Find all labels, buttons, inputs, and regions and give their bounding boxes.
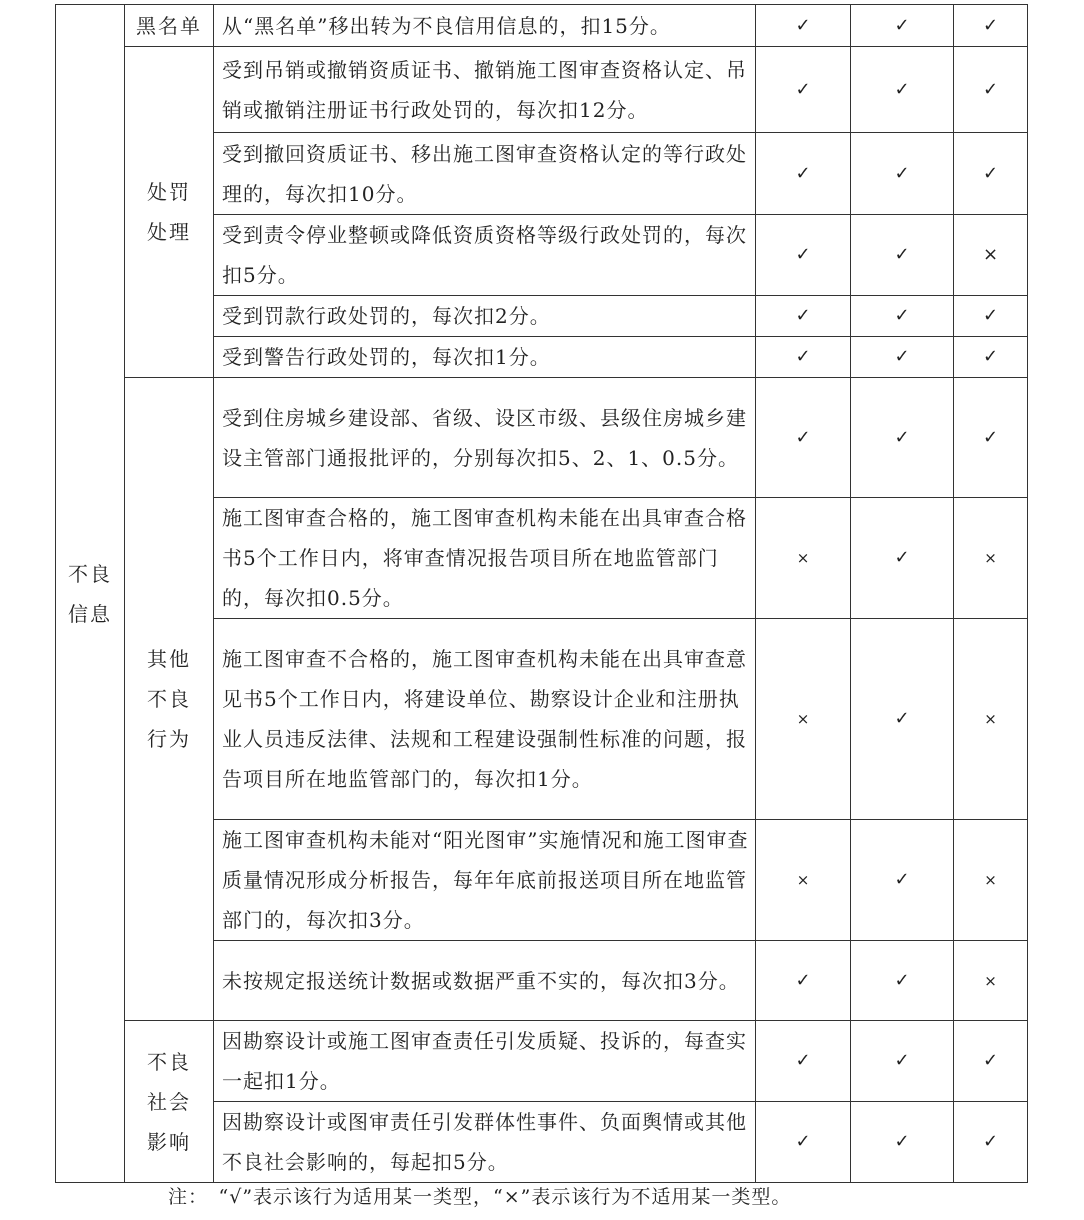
type3-mark: ✓ bbox=[954, 337, 1028, 378]
type1-mark: ✓ bbox=[756, 133, 851, 215]
row-description: 受到吊销或撤销资质证书、撤销施工图审查资格认定、吊销或撤销注册证书行政处罚的，每次扣12分。 bbox=[214, 47, 756, 133]
type1-mark: × bbox=[756, 498, 851, 619]
table-row bbox=[56, 47, 1028, 133]
subcategory-label: 黑名单 bbox=[136, 13, 202, 38]
type1-mark: ✓ bbox=[756, 941, 851, 1021]
row-description: 受到罚款行政处罚的，每次扣2分。 bbox=[214, 296, 756, 337]
type1-mark: × bbox=[756, 619, 851, 820]
type3-mark: × bbox=[954, 215, 1028, 296]
type3-mark: × bbox=[954, 820, 1028, 941]
subcategory-cell bbox=[125, 378, 214, 1021]
subcategory-label: 不良社会影响 bbox=[147, 1049, 191, 1154]
row-description: 受到责令停业整顿或降低资质资格等级行政处罚的，每次扣5分。 bbox=[214, 215, 756, 296]
type1-mark: ✓ bbox=[756, 296, 851, 337]
type3-mark: × bbox=[954, 498, 1028, 619]
type1-mark: ✓ bbox=[756, 215, 851, 296]
type2-mark: ✓ bbox=[851, 296, 954, 337]
type2-mark: ✓ bbox=[851, 1102, 954, 1183]
type2-mark: ✓ bbox=[851, 215, 954, 296]
row-description: 从“黑名单”移出转为不良信用信息的，扣15分。 bbox=[214, 5, 756, 47]
type3-mark: ✓ bbox=[954, 378, 1028, 498]
type2-mark: ✓ bbox=[851, 378, 954, 498]
credit-scoring-table bbox=[55, 4, 1028, 1183]
type1-mark: ✓ bbox=[756, 337, 851, 378]
category-cell bbox=[56, 5, 125, 1183]
type3-mark: × bbox=[954, 619, 1028, 820]
subcategory-label: 处罚处理 bbox=[147, 180, 191, 244]
type1-mark: ✓ bbox=[756, 1021, 851, 1102]
type2-mark: ✓ bbox=[851, 1021, 954, 1102]
type3-mark: ✓ bbox=[954, 1021, 1028, 1102]
category-label: 不良信息 bbox=[68, 561, 112, 626]
row-description: 受到撤回资质证书、移出施工图审查资格认定的等行政处理的，每次扣10分。 bbox=[214, 133, 756, 215]
type1-mark: × bbox=[756, 820, 851, 941]
subcategory-cell bbox=[125, 47, 214, 378]
type2-mark: ✓ bbox=[851, 47, 954, 133]
type2-mark: ✓ bbox=[851, 498, 954, 619]
row-description: 受到住房城乡建设部、省级、设区市级、县级住房城乡建设主管部门通报批评的，分别每次扣5、2、1、0.5分。 bbox=[214, 378, 756, 498]
subcategory-cell bbox=[125, 5, 214, 47]
type2-mark: ✓ bbox=[851, 619, 954, 820]
type3-mark: ✓ bbox=[954, 296, 1028, 337]
table-row bbox=[56, 378, 1028, 498]
table-footnote: 注： “√”表示该行为适用某一类型，“×”表示该行为不适用某一类型。 bbox=[168, 1186, 792, 1208]
type1-mark: ✓ bbox=[756, 378, 851, 498]
row-description: 未按规定报送统计数据或数据严重不实的，每次扣3分。 bbox=[214, 941, 756, 1021]
type3-mark: × bbox=[954, 941, 1028, 1021]
subcategory-label: 其他不良行为 bbox=[147, 647, 191, 751]
type2-mark: ✓ bbox=[851, 820, 954, 941]
type1-mark: ✓ bbox=[756, 5, 851, 47]
type2-mark: ✓ bbox=[851, 941, 954, 1021]
row-description: 施工图审查合格的，施工图审查机构未能在出具审查合格书5个工作日内，将审查情况报告项目所在地监管部门的，每次扣0.5分。 bbox=[214, 498, 756, 619]
row-description: 施工图审查机构未能对“阳光图审”实施情况和施工图审查质量情况形成分析报告，每年年底前报送项目所在地监管部门的，每次扣3分。 bbox=[214, 820, 756, 941]
row-description: 因勘察设计或施工图审查责任引发质疑、投诉的，每查实一起扣1分。 bbox=[214, 1021, 756, 1102]
subcategory-cell bbox=[125, 1021, 214, 1183]
type1-mark: ✓ bbox=[756, 1102, 851, 1183]
type2-mark: ✓ bbox=[851, 133, 954, 215]
row-description: 受到警告行政处罚的，每次扣1分。 bbox=[214, 337, 756, 378]
type3-mark: ✓ bbox=[954, 47, 1028, 133]
type2-mark: ✓ bbox=[851, 337, 954, 378]
row-description: 施工图审查不合格的，施工图审查机构未能在出具审查意见书5个工作日内，将建设单位、勘察设计企业和注册执业人员违反法律、法规和工程建设强制性标准的问题，报告项目所在地监管部门的，每次扣1分。 bbox=[214, 619, 756, 820]
type2-mark: ✓ bbox=[851, 5, 954, 47]
table-row bbox=[56, 5, 1028, 47]
type3-mark: ✓ bbox=[954, 1102, 1028, 1183]
type1-mark: ✓ bbox=[756, 47, 851, 133]
row-description: 因勘察设计或图审责任引发群体性事件、负面舆情或其他不良社会影响的，每起扣5分。 bbox=[214, 1102, 756, 1183]
type3-mark: ✓ bbox=[954, 133, 1028, 215]
type3-mark: ✓ bbox=[954, 5, 1028, 47]
table-row bbox=[56, 1021, 1028, 1102]
